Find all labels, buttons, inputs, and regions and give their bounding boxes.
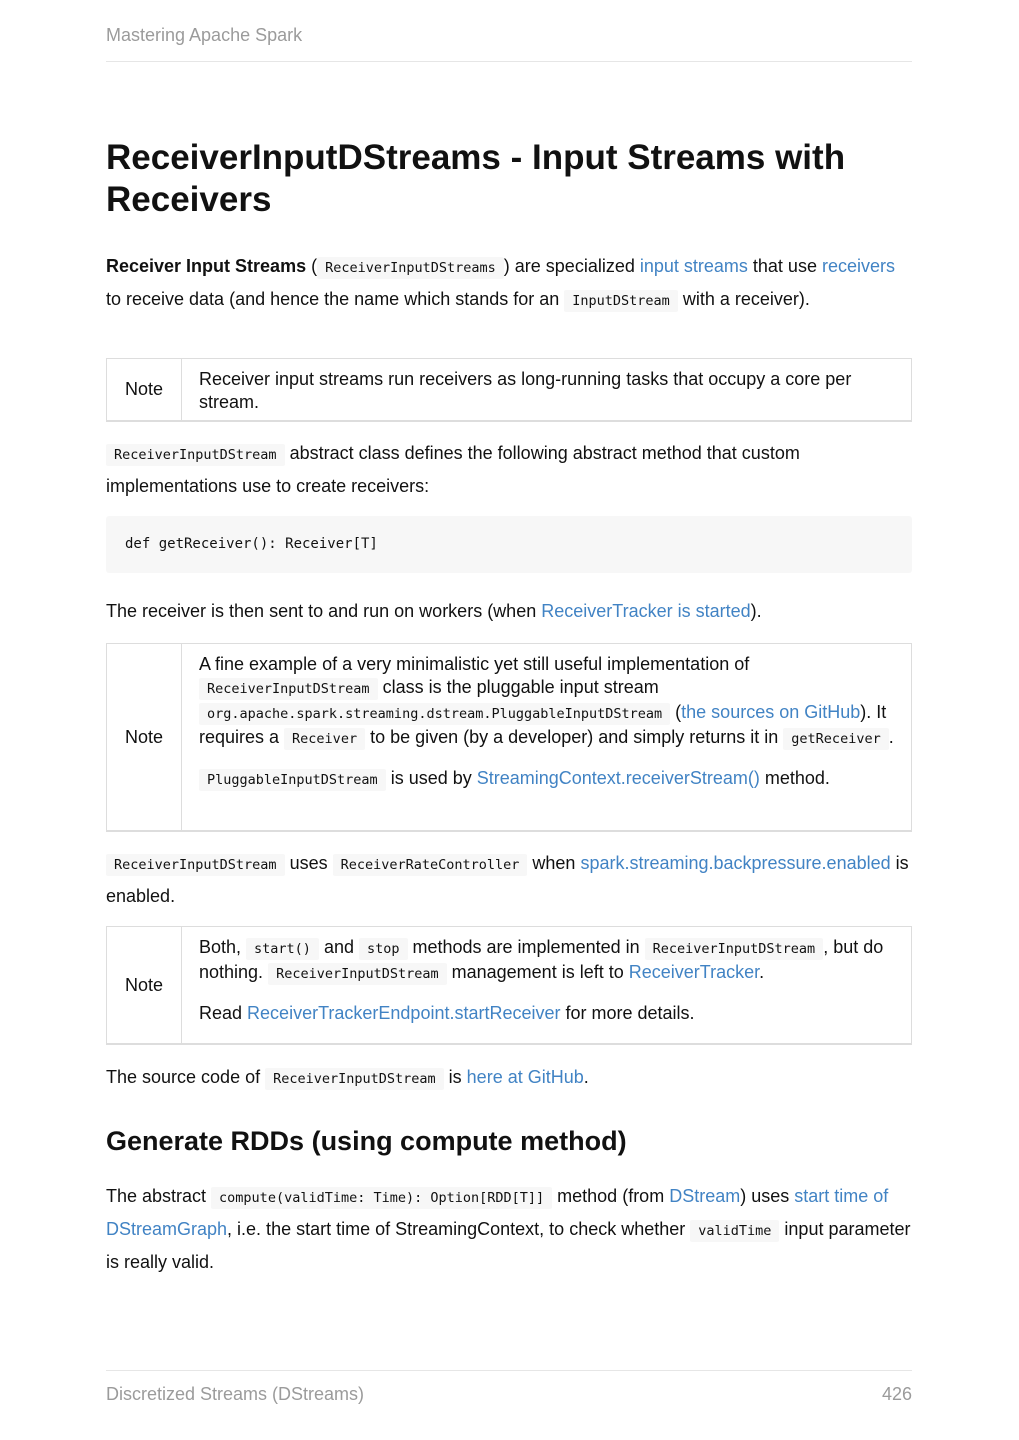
abstract-class-paragraph <box>106 438 912 502</box>
code-block <box>106 516 912 573</box>
text: The source code of <box>106 1067 266 1087</box>
inline-code: validTime <box>690 1220 779 1242</box>
text: , but do nothing. <box>199 937 884 982</box>
note-text <box>199 936 894 986</box>
page-title: ReceiverInputDStreams - Input Streams with Receivers <box>106 138 846 219</box>
note-text <box>199 767 894 792</box>
note-label: Note <box>107 359 182 420</box>
text: Both, <box>199 937 247 957</box>
text: ) are specialized <box>503 256 640 276</box>
note-box-1 <box>106 358 912 422</box>
text: The receiver is then sent to and run on workers (when <box>106 601 542 621</box>
intro-paragraph <box>106 251 912 317</box>
text: method (from <box>552 1186 670 1206</box>
note-text: Receiver input streams run receivers as long-running tasks that occupy a core per stream. <box>199 369 852 412</box>
text: is <box>443 1067 467 1087</box>
inline-code: ReceiverInputDStream <box>645 938 824 960</box>
receiverstream-link[interactable]: StreamingContext.receiverStream() <box>476 768 760 788</box>
text: class is the pluggable input stream <box>377 677 659 697</box>
startreceiver-link[interactable]: ReceiverTrackerEndpoint.startReceiver <box>247 1003 561 1023</box>
text: Read <box>199 1003 248 1023</box>
compute-paragraph <box>106 1181 912 1278</box>
text: method. <box>759 768 830 788</box>
backpressure-link[interactable]: spark.streaming.backpressure.enabled <box>580 853 891 873</box>
inline-code: ReceiverInputDStream <box>199 678 378 700</box>
inline-code: InputDStream <box>564 290 678 312</box>
source-code-paragraph <box>106 1062 912 1095</box>
dstream-link[interactable]: DStream <box>669 1186 741 1206</box>
text: , i.e. the start time of StreamingContext, to check whether <box>227 1219 691 1239</box>
inline-code: ReceiverInputDStream <box>106 444 285 466</box>
code-line: def getReceiver(): Receiver[T] <box>125 536 378 552</box>
inline-code: stop <box>359 938 408 960</box>
note-body <box>182 927 911 1043</box>
inline-code: PluggableInputDStream <box>199 769 386 791</box>
inline-code: ReceiverInputDStream <box>106 854 285 876</box>
section-heading: Generate RDDs (using compute method) <box>106 1126 627 1156</box>
chapter-title: Discretized Streams (DStreams) <box>106 1384 365 1404</box>
receivertracker-started-link[interactable]: ReceiverTracker is started <box>541 601 751 621</box>
note-body <box>182 359 911 420</box>
receivertracker-link[interactable]: ReceiverTracker <box>628 962 760 982</box>
note-text <box>199 1002 894 1025</box>
text: for more details. <box>560 1003 695 1023</box>
github-link[interactable]: here at GitHub <box>466 1067 584 1087</box>
note-text <box>199 653 894 751</box>
text: to receive data (and hence the name which stands for an <box>106 289 565 309</box>
text: ) uses <box>740 1186 795 1206</box>
inline-code: compute(validTime: Time): Option[RDD[T]] <box>211 1187 552 1209</box>
text: uses <box>284 853 333 873</box>
receivers-link[interactable]: receivers <box>821 256 895 276</box>
input-streams-link[interactable]: input streams <box>639 256 748 276</box>
inline-code: ReceiverInputDStream <box>265 1068 444 1090</box>
text: to be given (by a developer) and simply returns it in <box>365 727 784 747</box>
note-box-3 <box>106 926 912 1045</box>
text: that use <box>747 256 822 276</box>
dstreamgraph-start-time-link[interactable]: start time of DStreamGraph <box>106 1186 889 1239</box>
inline-code: Receiver <box>284 728 365 750</box>
inline-code: ReceiverRateController <box>333 854 528 876</box>
text: The abstract <box>106 1186 212 1206</box>
text: is used by <box>385 768 477 788</box>
inline-code: ReceiverInputDStreams <box>317 257 504 279</box>
inline-code: getReceiver <box>783 728 888 750</box>
note-box-2 <box>106 643 912 832</box>
text: when <box>527 853 581 873</box>
github-sources-link[interactable]: the sources on GitHub <box>681 702 861 722</box>
intro-bold: Receiver Input Streams <box>106 256 307 276</box>
text: . <box>888 727 894 747</box>
text: input parameter is really valid. <box>106 1219 911 1272</box>
text: . <box>583 1067 589 1087</box>
inline-code: start() <box>246 938 319 960</box>
text: abstract class defines the following abstract method that custom implementations use to create receivers: <box>106 443 800 496</box>
text: with a receiver). <box>677 289 810 309</box>
text: ). It requires a <box>199 702 887 747</box>
text: ( <box>306 256 318 276</box>
page-header <box>106 25 912 62</box>
page-footer <box>106 1370 912 1405</box>
note-body <box>182 644 911 830</box>
note-label: Note <box>107 927 182 1043</box>
inline-code: org.apache.spark.streaming.dstream.PluggableInputDStream <box>199 703 670 725</box>
text: . <box>759 962 765 982</box>
rate-controller-paragraph <box>106 848 912 912</box>
inline-code: ReceiverInputDStream <box>268 963 447 985</box>
receiver-paragraph <box>106 596 912 627</box>
text: methods are implemented in <box>407 937 645 957</box>
text: is enabled. <box>106 853 909 906</box>
text: management is left to <box>446 962 629 982</box>
text: ). <box>750 601 762 621</box>
text: and <box>318 937 359 957</box>
note-label: Note <box>107 644 182 830</box>
book-title: Mastering Apache Spark <box>106 25 303 45</box>
text: ( <box>670 702 682 722</box>
text: A fine example of a very minimalistic yet still useful implementation of <box>199 654 750 674</box>
page-number: 426 <box>881 1384 912 1404</box>
